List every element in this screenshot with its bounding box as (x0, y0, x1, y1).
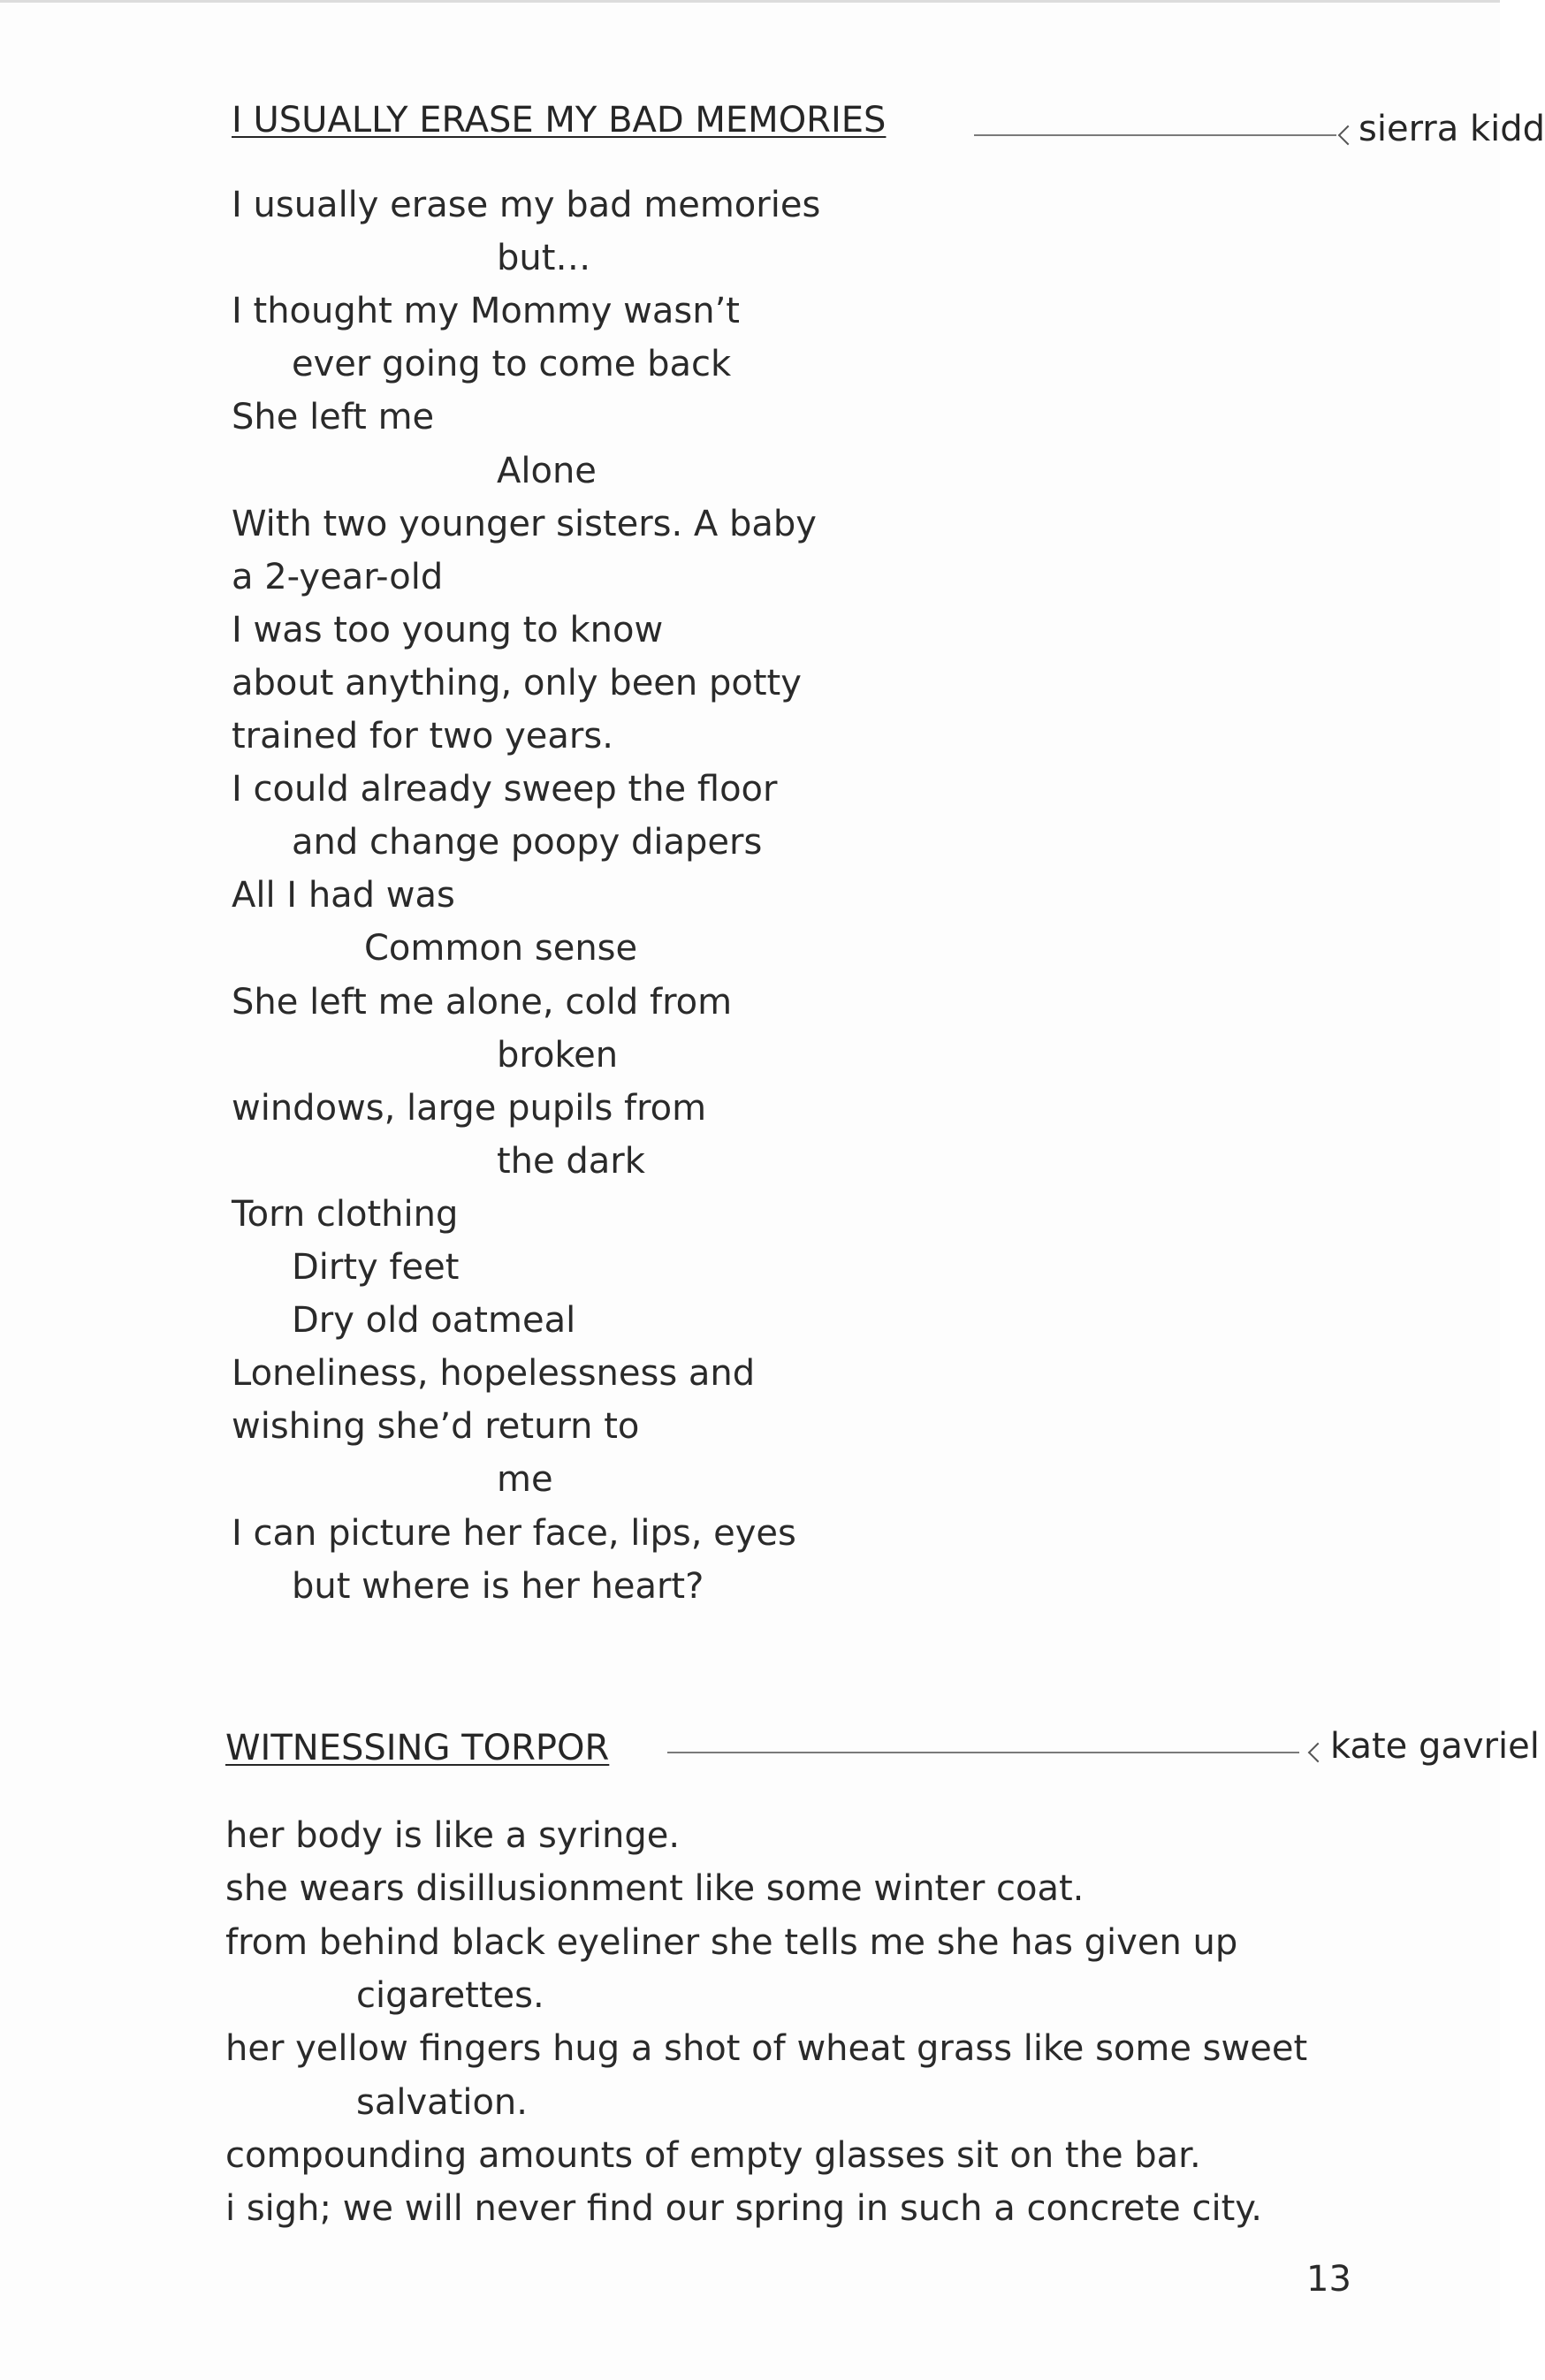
poem-line: and change poopy diapers (292, 822, 763, 863)
poem-line: Alone (497, 450, 597, 491)
poem-line: I could already sweep the floor (232, 769, 778, 810)
poem-line: but… (497, 238, 591, 279)
poem-line: but where is her heart? (292, 1565, 704, 1607)
title-rule (667, 1752, 1299, 1753)
chevron-left-icon (1338, 125, 1359, 146)
poem-line: the dark (497, 1140, 645, 1182)
poem-line: compounding amounts of empty glasses sit on the bar. (225, 2134, 1201, 2176)
poem-line: wishing she’d return to (232, 1406, 640, 1448)
poem-line: All I had was (232, 875, 455, 916)
page-number: 13 (1306, 2259, 1351, 2300)
poem-line: trained for two years. (232, 716, 613, 757)
poem-line: about anything, only been potty (232, 662, 802, 703)
poem-title: I USUALLY ERASE MY BAD MEMORIES (232, 100, 887, 141)
poem-line: Dry old oatmeal (292, 1300, 576, 1342)
chevron-left-icon (1308, 1743, 1328, 1763)
poem-line: Loneliness, hopelessness and (232, 1353, 756, 1395)
poem-author: sierra kidd (1359, 109, 1545, 149)
poem-header (225, 1716, 1540, 1769)
poem-line: her body is like a syringe. (225, 1815, 681, 1856)
poem-line: windows, large pupils from (232, 1087, 707, 1129)
poem-line: I thought my Mommy wasn’t (232, 291, 740, 332)
poem-line: her yellow fingers hug a shot of wheat grass like some sweet (225, 2028, 1308, 2070)
poem-line: I was too young to know (232, 609, 664, 650)
poem-line: i sigh; we will never find our spring in such a concrete city. (225, 2188, 1262, 2230)
poem-line: She left me (232, 397, 435, 438)
poem-line: I can picture her face, lips, eyes (232, 1512, 796, 1554)
poem-line: broken (497, 1034, 619, 1076)
poem-line: With two younger sisters. A baby (232, 503, 817, 544)
poem-line: a 2-year-old (232, 556, 444, 597)
poem-line: me (497, 1459, 553, 1501)
poem-line: from behind black eyeliner she tells me she has given up (225, 1921, 1238, 1963)
poem-line: Dirty feet (292, 1247, 460, 1288)
poem-line: Torn clothing (232, 1193, 459, 1235)
top-edge-rule (0, 0, 1500, 3)
poem-line: cigarettes. (356, 1974, 544, 2016)
poem-header (232, 88, 1545, 149)
poem-line: salvation. (356, 2081, 528, 2123)
poem-title: WITNESSING TORPOR (225, 1728, 610, 1768)
poem-line: She left me alone, cold from (232, 981, 733, 1023)
poem-author: kate gavriel (1330, 1726, 1540, 1767)
poem-line: Common sense (364, 928, 638, 969)
title-rule (974, 134, 1336, 136)
poem-line: ever going to come back (292, 344, 732, 385)
poem-line: she wears disillusionment like some winter coat. (225, 1868, 1085, 1910)
poem-line: I usually erase my bad memories (232, 185, 821, 225)
